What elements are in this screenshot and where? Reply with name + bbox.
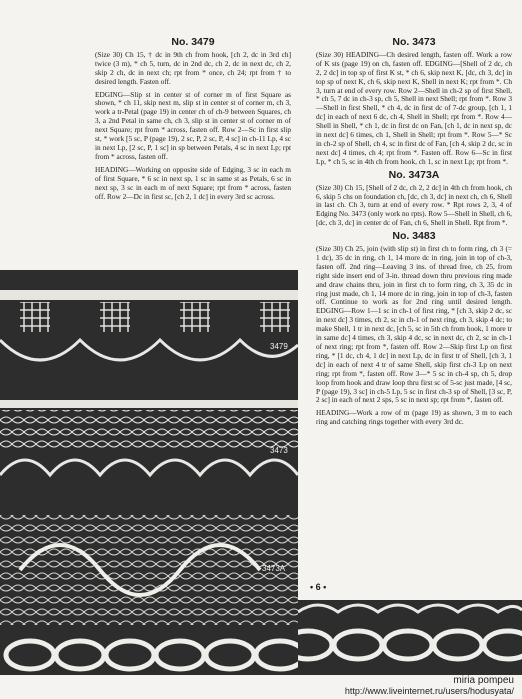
label-3473a: 3473A <box>262 564 286 573</box>
instructions-3483: (Size 30) Ch 25, join (with slip st) in first ch to form ring, ch 3 (= 1 dc), 35 dc in ring, ch 1, 14 more dc in ring, join in top of ch-3, fasten off. 2nd ring—Leaving 3 ins. of thread free, ch 25, from right side insert end of 3-in. thread down thru previous ring made and draw chains thru, join in first ch to form ring, ch 3, 35 dc in ring just made, ch 1, 14 more dc in ring, join in top of ch-3, fasten off. Continue to work as for 2nd ring until desired length. EDGING—Row 1—1 sc in ch-1 of first ring, * [ch 3, skip 2 dc, sc in next dc] 3 times, ch 2, sc in ch-1 of next ring, ch 3, skip 4 dc; to make Shell, 1 tr in next dc, [ch 5, sc in 5th ch from hook, 1 more tr in same dc] 4 times, ch 3, skip 4 dc, sc in next dc, ch 2, sc in ch-1 of next ring; rpt from *, fasten off. Row 2—Skip first Lp on first ring, * [1 dc, ch 4, 1 dc] in next Lp, dc in first tr of Shell, [ch 3, 1 dc] in each of next 4 tr of same Shell, skip first ch-3 Lp on next ring; rpt from *, fasten off. Row 3—* 5 sc in ch-4 sp, ch 5, drop loop from hook and draw loop thru first sc of 5-sc just made, [4 sc, P (page 19), 3 sc] in ch-5 Lp, 5 sc in first ch-3 sp of Shell, [3 sc, P, 2 sc] in each of next 2 sps, 5 sc in next sp; rpt from *, fasten off. <box>316 244 512 405</box>
watermark-name: miria pompeu <box>453 675 514 686</box>
pattern-title-3483: No. 3483 <box>392 230 436 243</box>
pattern-title-3473a: No. 3473A <box>388 168 440 181</box>
heading-3479: HEADING—Working on opposite side of Edging, 3 sc in each m of first Square, * 6 sc in next sp, 1 sc in same st as Petals, 6 sc in next sp, 3 sc in each m of next Square; rpt from * across, fasten off. Row 2—Dc in first sc, [ch 2, 1 dc] in every 3rd sc across. <box>95 164 291 201</box>
lace-illustration <box>0 270 298 675</box>
left-column <box>95 38 291 205</box>
heading-3483: HEADING—Work a row of m (page 19) as shown, 3 m to each ring and catching rings together with every 3rd dc. <box>316 408 512 427</box>
instructions-3479: (Size 30) Ch 15, † dc in 9th ch from hook, [ch 2, dc in 3rd ch] twice (3 m), * ch 5, turn, dc in 2nd dc, ch 2, dc in next dc, ch 2, skip 2 ch, dc in next ch; rpt from * once, ch 24; rpt from † to desired length. Fasten off. <box>95 49 291 86</box>
instructions-3473: (Size 30) HEADING—Ch desired length, fasten off. Work a row of K sts (page 19) on ch, fasten off. EDGING—[Shell of 2 dc, ch 2, 2 dc] in top sp of first K st, * ch 6, skip next K, [dc, ch 3, dc] in top sp of next K, ch 6, skip next K, Shell in next K; rpt from *. Ch 3, turn at end of every row. Row 2—Shell in ch-2 sp of first Shell, * ch 5, 7 dc in ch-3 sp, ch 5, Shell in next Shell; rpt from *. Row 3—Shell in first Shell, * ch 4, dc in first dc of 7-dc group, [ch 1, 1 dc] in each of next 6 dc, ch 4, Shell in Shell; rpt from *. Row 4—Shell in Shell, * ch 1, dc in first dc on Fan, [ch 1, dc in next sp, dc in next dc] 6 times, ch 1, Shell in Shell; rpt from *. Row 5—* Sc in ch-2 sp of Shell, ch 4, sc in first dc of Fan, [ch 4, skip 2 dc, sc in next dc] 4 times, ch 4; rpt from *. Fasten off. Row 6—Sc in first Lp, * ch 5, sc in 4th ch from hook, ch 1, sc in next Lp; rpt from *. <box>316 49 512 166</box>
edging-3479: EDGING—Slip st in center st of corner m of first Square as shown, * ch 11, skip next m, slip st in center st of corner m, ch 3, work a tr-Petal (page 19) in center ch of ch-9 between Squares, ch 3, a 2nd Petal in same ch, ch 3, slip st in center st of corner m of next Square; rpt from * across, fasten off. Row 2—Sc in first slip st, * work [5 sc, P (page 19), 2 sc, P, 2 sc, P, 4 sc] in ch-11 Lp, 4 sc in next Lp, [2 sc, P, 1 sc] in sp between Petals, 4 sc in next Lp; rpt from * across, fasten off. <box>95 89 291 161</box>
lace-photo <box>0 270 298 675</box>
page-number: • 6 • <box>310 582 327 592</box>
lace-photo-3483 <box>298 600 522 675</box>
label-3479: 3479 <box>270 342 288 351</box>
right-column <box>316 38 512 431</box>
ring-edging-illustration <box>298 600 522 675</box>
pattern-title-3473: No. 3473 <box>392 36 436 48</box>
instructions-3473a: (Size 30) Ch 15, [Shell of 2 dc, ch 2, 2 dc] in 4th ch from hook, ch 6, skip 5 chs on foundation ch, [dc, ch 3, dc] in next ch, ch 6, Shell in last ch. Ch 3, turn at end of every row. * Rpt rows 2, 3, 4 of Edging No. 3473 (only work no rpts). Row 5—Shell in Shell, ch 6, [dc, ch 3, dc] in center dc of Fan, ch 6, Shell in Shell. Rpt from *. <box>316 182 512 228</box>
pattern-title-3479: No. 3479 <box>171 36 215 48</box>
watermark-url: http://www.liveinternet.ru/users/hodusyata/ <box>344 686 514 696</box>
label-3473: 3473 <box>270 446 288 455</box>
